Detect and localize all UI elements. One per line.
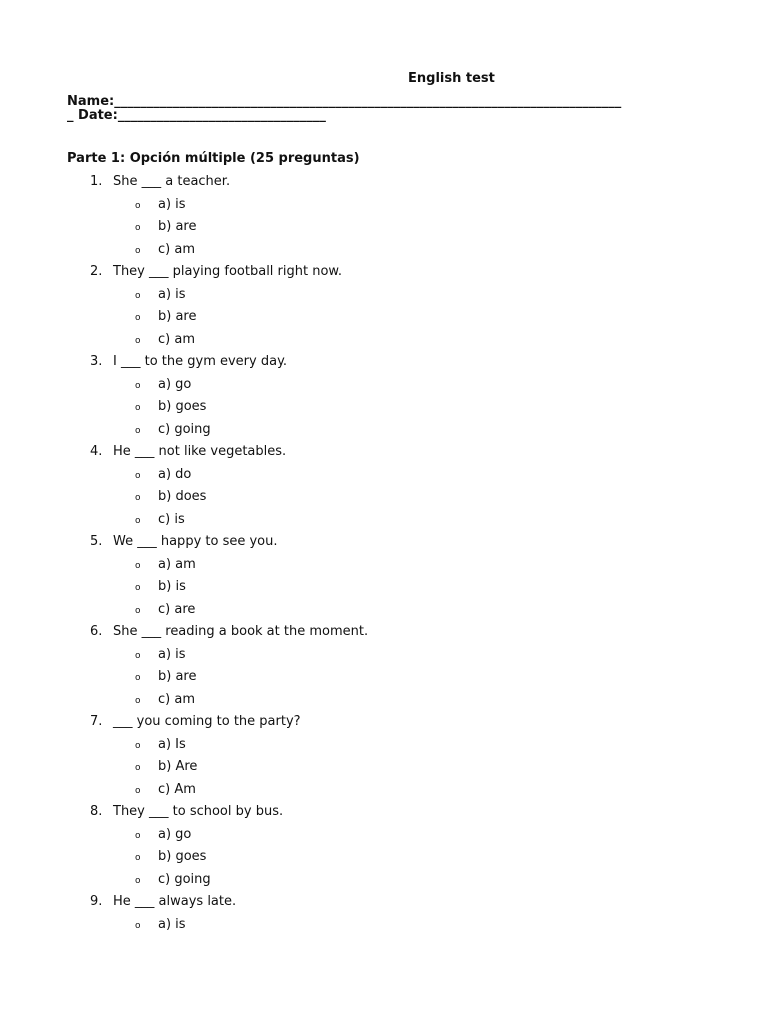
question-text: She ___ a teacher. xyxy=(113,174,231,189)
question-text: She ___ reading a book at the moment. xyxy=(113,624,369,639)
circle-bullet-icon: o xyxy=(135,493,141,503)
answer-option-text: c) going xyxy=(158,421,211,437)
answer-option xyxy=(0,824,768,847)
answer-option-text: c) going xyxy=(158,871,211,887)
answer-option xyxy=(0,194,768,217)
answer-option-text: b) is xyxy=(158,579,186,594)
question-row xyxy=(0,711,768,734)
answer-option-text: a) am xyxy=(158,556,196,572)
answer-option-text: b) goes xyxy=(158,849,207,864)
question-row xyxy=(0,621,768,644)
circle-bullet-icon: o xyxy=(135,583,141,593)
circle-bullet-icon: o xyxy=(135,830,141,841)
answer-option xyxy=(0,509,768,532)
question-list xyxy=(0,171,768,936)
answer-option xyxy=(0,374,768,397)
circle-bullet-icon: o xyxy=(135,245,141,256)
answer-option xyxy=(0,486,768,509)
answer-option-text: a) is xyxy=(158,196,186,212)
circle-bullet-icon: o xyxy=(135,695,141,706)
question-item xyxy=(0,171,768,261)
answer-option xyxy=(0,239,768,262)
answer-option-text: c) am xyxy=(158,691,195,707)
answer-option xyxy=(0,666,768,689)
circle-bullet-icon: o xyxy=(135,920,141,931)
question-item xyxy=(0,801,768,891)
answer-option-text: b) does xyxy=(158,489,207,504)
answer-option xyxy=(0,689,768,712)
answer-option-text: b) goes xyxy=(158,399,207,414)
answer-option-text: a) go xyxy=(158,376,192,392)
question-row xyxy=(0,891,768,914)
date-field-line xyxy=(67,108,326,123)
question-number: 5. xyxy=(90,534,103,549)
answer-option xyxy=(0,576,768,599)
question-row xyxy=(0,801,768,824)
answer-option xyxy=(0,419,768,442)
answer-option-text: a) is xyxy=(158,646,186,662)
answer-option-text: c) am xyxy=(158,241,195,257)
question-row xyxy=(0,171,768,194)
question-number: 8. xyxy=(90,804,103,819)
document-title: English test xyxy=(408,71,495,86)
answer-option xyxy=(0,396,768,419)
question-row xyxy=(0,531,768,554)
answer-option xyxy=(0,216,768,239)
question-number: 4. xyxy=(90,444,103,459)
circle-bullet-icon: o xyxy=(135,740,141,751)
question-number: 3. xyxy=(90,354,103,369)
circle-bullet-icon: o xyxy=(135,785,141,796)
answer-option-text: a) go xyxy=(158,826,192,842)
answer-option xyxy=(0,464,768,487)
circle-bullet-icon: o xyxy=(135,470,141,481)
question-item xyxy=(0,891,768,936)
answer-option-text: c) Am xyxy=(158,781,196,797)
answer-option xyxy=(0,914,768,937)
question-number: 9. xyxy=(90,894,103,909)
circle-bullet-icon: o xyxy=(135,650,141,661)
circle-bullet-icon: o xyxy=(135,673,141,683)
answer-option xyxy=(0,284,768,307)
question-row xyxy=(0,441,768,464)
question-number: 2. xyxy=(90,264,103,279)
circle-bullet-icon: o xyxy=(135,425,141,436)
question-number: 7. xyxy=(90,714,103,729)
answer-option-text: b) are xyxy=(158,309,197,324)
question-text: We ___ happy to see you. xyxy=(113,534,278,549)
answer-option-text: a) is xyxy=(158,916,186,932)
answer-option-text: c) are xyxy=(158,601,196,617)
name-label: Name: xyxy=(67,94,115,109)
circle-bullet-icon: o xyxy=(135,223,141,233)
question-item xyxy=(0,711,768,801)
answer-option-text: c) is xyxy=(158,511,185,527)
name-field-line xyxy=(67,94,707,109)
circle-bullet-icon: o xyxy=(135,380,141,391)
answer-option-text: a) is xyxy=(158,286,186,302)
question-item xyxy=(0,261,768,351)
answer-option xyxy=(0,734,768,757)
question-item xyxy=(0,351,768,441)
answer-option xyxy=(0,756,768,779)
answer-option-text: b) are xyxy=(158,669,197,684)
circle-bullet-icon: o xyxy=(135,763,141,773)
question-text: I ___ to the gym every day. xyxy=(113,354,288,369)
answer-option xyxy=(0,306,768,329)
circle-bullet-icon: o xyxy=(135,335,141,346)
question-item xyxy=(0,441,768,531)
answer-option xyxy=(0,599,768,622)
circle-bullet-icon: o xyxy=(135,200,141,211)
date-underline: ________________________________ xyxy=(117,108,326,123)
answer-option xyxy=(0,779,768,802)
answer-option xyxy=(0,846,768,869)
answer-option xyxy=(0,329,768,352)
circle-bullet-icon: o xyxy=(135,313,141,323)
answer-option-text: a) Is xyxy=(158,736,186,752)
answer-option-text: b) Are xyxy=(158,759,198,774)
answer-option xyxy=(0,554,768,577)
question-text: He ___ not like vegetables. xyxy=(113,444,287,459)
circle-bullet-icon: o xyxy=(135,403,141,413)
answer-option xyxy=(0,644,768,667)
question-row xyxy=(0,261,768,284)
question-text: ___ you coming to the party? xyxy=(113,714,301,729)
circle-bullet-icon: o xyxy=(135,290,141,301)
answer-option-text: b) are xyxy=(158,219,197,234)
section-title: Parte 1: Opción múltiple (25 preguntas) xyxy=(67,151,360,166)
question-text: He ___ always late. xyxy=(113,894,237,909)
question-item xyxy=(0,621,768,711)
circle-bullet-icon: o xyxy=(135,853,141,863)
question-row xyxy=(0,351,768,374)
circle-bullet-icon: o xyxy=(135,560,141,571)
circle-bullet-icon: o xyxy=(135,605,141,616)
question-text: They ___ playing football right now. xyxy=(113,264,342,279)
question-number: 1. xyxy=(90,174,103,189)
circle-bullet-icon: o xyxy=(135,875,141,886)
circle-bullet-icon: o xyxy=(135,515,141,526)
date-label: _ Date: xyxy=(67,108,118,123)
answer-option-text: a) do xyxy=(158,466,192,482)
answer-option xyxy=(0,869,768,892)
question-item xyxy=(0,531,768,621)
question-number: 6. xyxy=(90,624,103,639)
question-text: They ___ to school by bus. xyxy=(113,804,284,819)
answer-option-text: c) am xyxy=(158,331,195,347)
name-underline: ______________________________________________________________________________ xyxy=(114,94,622,109)
